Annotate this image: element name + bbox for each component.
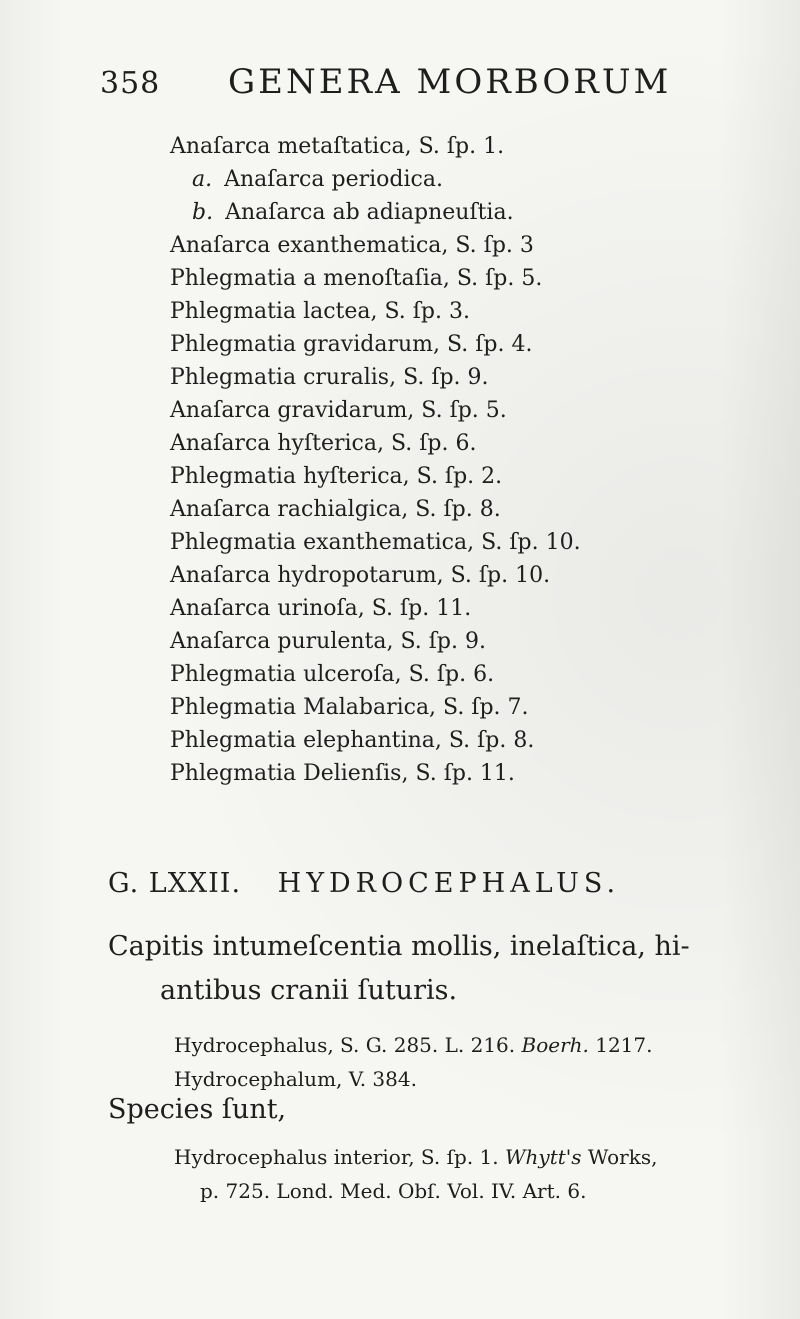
definition-line: antibus cranii ſuturis. xyxy=(160,975,458,1006)
page-header xyxy=(100,62,700,112)
synonym-list xyxy=(170,130,690,790)
synonym-item: Anaſarca exanthematica, S. ſp. 3 xyxy=(170,233,534,258)
reference-line: Hydrocephalus, S. G. 285. L. 216. Boerh. 1217. xyxy=(174,1033,653,1057)
genus-definition xyxy=(108,925,708,1013)
synonym-item: Phlegmatia ulceroſa, S. ſp. 6. xyxy=(170,662,495,687)
synonym-item: Phlegmatia gravidarum, S. ſp. 4. xyxy=(170,332,533,357)
species-line: Hydrocephalus interior, S. ſp. 1. Whytt's Works, xyxy=(174,1145,658,1169)
references xyxy=(174,1028,774,1096)
synonym-item: Anaſarca metaſtatica, S. ſp. 1. xyxy=(170,134,505,159)
synonym-item: Anaſarca hyſterica, S. ſp. 6. xyxy=(170,431,477,456)
synonym-item: Anaſarca urinoſa, S. ſp. 11. xyxy=(170,596,472,621)
synonym-item: a. Anaſarca periodica. xyxy=(192,167,443,192)
species-entry xyxy=(174,1140,794,1208)
synonym-item: Anaſarca gravidarum, S. ſp. 5. xyxy=(170,398,507,423)
synonym-item: b. Anaſarca ab adiapneuſtia. xyxy=(192,200,514,225)
synonym-item: Phlegmatia cruralis, S. ſp. 9. xyxy=(170,365,489,390)
species-label: Species ſunt, xyxy=(108,1094,287,1125)
genus-number: G. LXXII. xyxy=(108,868,242,899)
reference-line: Hydrocephalum, V. 384. xyxy=(174,1067,417,1091)
synonym-item: Phlegmatia exanthematica, S. ſp. 10. xyxy=(170,530,581,555)
genus-name: HYDROCEPHALUS. xyxy=(277,868,621,899)
synonym-item: Phlegmatia Delienſis, S. ſp. 11. xyxy=(170,761,515,786)
synonym-item: Phlegmatia hyſterica, S. ſp. 2. xyxy=(170,464,503,489)
running-head: GENERA MORBORUM xyxy=(228,62,672,102)
synonym-item: Phlegmatia elephantina, S. ſp. 8. xyxy=(170,728,535,753)
definition-line: Capitis intumeſcentia mollis, inelaſtica, hi- xyxy=(108,931,690,962)
species-line: p. 725. Lond. Med. Obſ. Vol. IV. Art. 6. xyxy=(200,1179,587,1203)
synonym-item: Phlegmatia Malabarica, S. ſp. 7. xyxy=(170,695,529,720)
synonym-item: Anaſarca rachialgica, S. ſp. 8. xyxy=(170,497,501,522)
synonym-item: Anaſarca purulenta, S. ſp. 9. xyxy=(170,629,486,654)
synonym-item: Phlegmatia a menoſtaſia, S. ſp. 5. xyxy=(170,266,543,291)
synonym-item: Phlegmatia lactea, S. ſp. 3. xyxy=(170,299,470,324)
variety-marker: b. xyxy=(192,200,214,225)
synonym-item: Anaſarca hydropotarum, S. ſp. 10. xyxy=(170,563,551,588)
genus-heading xyxy=(108,868,708,899)
page-number: 358 xyxy=(100,66,161,101)
variety-marker: a. xyxy=(192,167,213,192)
